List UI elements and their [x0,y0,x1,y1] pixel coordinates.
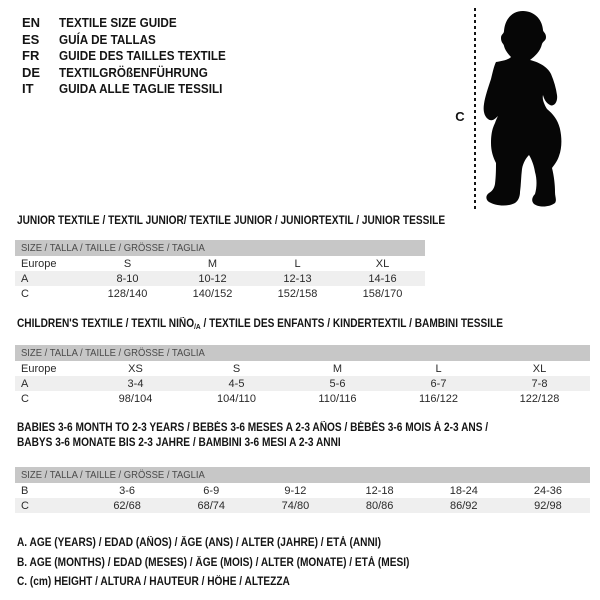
size-cell: L [435,362,442,375]
language-row-de [22,65,244,82]
size-cell: S [123,257,132,270]
row-label: B [21,484,29,497]
size-header-bar [15,345,590,361]
language-row-it [22,81,244,98]
baby-silhouette-icon [480,5,570,210]
table-row [15,286,425,301]
language-code: FR [22,48,40,63]
size-cell: M [207,257,218,270]
table-row [15,483,590,498]
table-row [15,498,590,513]
size-cell: 128/140 [107,287,148,300]
size-cell: 104/110 [217,392,256,405]
size-cell: 10-12 [198,272,227,285]
children-table-section [15,318,590,406]
row-label: C [21,392,29,405]
language-label: TEXTILE SIZE GUIDE [59,15,177,30]
note-line-a: A. AGE (YEARS) / EDAD (AÑOS) / ÂGE (ANS) / ALTER (JAHRE) / ETÀ (ANNI) [17,537,381,549]
size-cell: 152/158 [277,287,318,300]
language-code: ES [22,31,40,47]
size-cell: 18-24 [449,484,478,497]
size-cell: 9-12 [284,484,307,497]
size-cell: 12-18 [365,484,394,497]
size-cell: XL [532,362,547,375]
size-cell: 74/80 [281,499,310,512]
size-cell: 62/68 [113,499,141,512]
junior-table-section [15,215,446,301]
table-title: BABIES 3-6 MONTH TO 2-3 YEARS / BEBÉS 3-6 MESES A 2-3 AÑOS / BÉBÉS 3-6 MOIS À 2-3 ANS / BABYS 3-6 MONATE BIS 2-3 JAHRE / BAMBINI 3-6 MESI A 2-3 ANNI [17,422,489,449]
table-row [15,256,425,271]
row-label: Europe [21,257,57,270]
size-header-bar [15,240,425,256]
size-cell: 24-36 [533,484,563,497]
row-label: A [21,377,29,390]
row-label: C [21,499,29,512]
size-cell: 92/98 [534,499,562,512]
table-title: JUNIOR TEXTILE / TEXTIL JUNIOR/ TEXTILE JUNIOR / JUNIORTEXTIL / JUNIOR TESSILE [17,215,446,227]
language-label: GUIDA ALLE TAGLIE TESSILI [59,81,223,96]
size-cell: 68/74 [197,499,226,512]
row-label: C [21,287,29,300]
size-cell: 140/152 [192,287,233,300]
size-header-label: SIZE / TALLA / TAILLE / GRÖSSE / TAGLIA [21,242,205,254]
size-cell: S [232,362,241,375]
table-row [15,376,590,391]
size-cell: L [294,257,301,270]
language-list [22,15,244,98]
row-label: A [21,272,29,285]
size-cell: 7-8 [531,377,548,390]
size-cell: 116/122 [419,392,458,405]
size-header-bar [15,467,590,483]
table-row [15,391,590,406]
size-cell: 98/104 [118,392,153,405]
note-line-b: B. AGE (MONTHS) / EDAD (MESES) / ÂGE (MOIS) / ALTER (MONATE) / ETÀ (MESI) [17,556,410,569]
size-cell: 110/116 [318,392,357,405]
language-row-en [22,15,244,32]
language-code: DE [22,64,41,80]
size-cell: XL [375,257,390,270]
legend-notes [17,534,463,593]
size-cell: M [332,362,343,375]
language-label: GUÍA DE TALLAS [59,31,156,47]
table-row [15,271,425,286]
size-cell: 122/128 [519,392,560,405]
size-cell: 80/86 [365,499,394,512]
language-code: EN [22,15,41,30]
size-cell: XS [128,362,143,375]
size-cell: 14-16 [368,272,397,285]
size-cell: 8-10 [116,272,139,285]
language-label: GUIDE DES TAILLES TEXTILE [59,48,226,63]
language-code: IT [22,81,34,96]
row-label: Europe [21,362,57,375]
size-cell: 6-9 [203,484,220,497]
height-label: C [455,109,465,124]
size-cell: 6-7 [430,377,447,390]
language-row-fr [22,48,244,65]
size-header-label: SIZE / TALLA / TAILLE / GRÖSSE / TAGLIA [21,469,205,481]
size-cell: 12-13 [283,272,312,285]
language-label: TEXTILGRÖßENFÜHRUNG [59,64,208,80]
size-cell: 3-6 [119,484,136,497]
table-title: CHILDREN'S TEXTILE / TEXTIL $NIÑO_{/A}$ / TEXTILE DES ENFANTS / KINDERTEXTIL / BAMBINI TESSILE [17,318,504,331]
language-row-es [22,32,244,49]
subscript-label: /A [194,322,201,331]
size-cell: 5-6 [329,377,346,390]
size-header-label: SIZE / TALLA / TAILLE / GRÖSSE / TAGLIA [21,347,205,359]
table-row [15,361,590,376]
height-measure-line [474,8,476,209]
note-line-c: C. (cm) HEIGHT / ALTURA / HAUTEUR / HÖHE / ALTEZZA [17,576,290,588]
size-cell: 3-4 [127,377,144,390]
size-cell: 158/170 [362,287,403,300]
babies-table-section [15,421,590,513]
size-cell: 86/92 [450,499,478,512]
size-cell: 4-5 [228,377,245,390]
